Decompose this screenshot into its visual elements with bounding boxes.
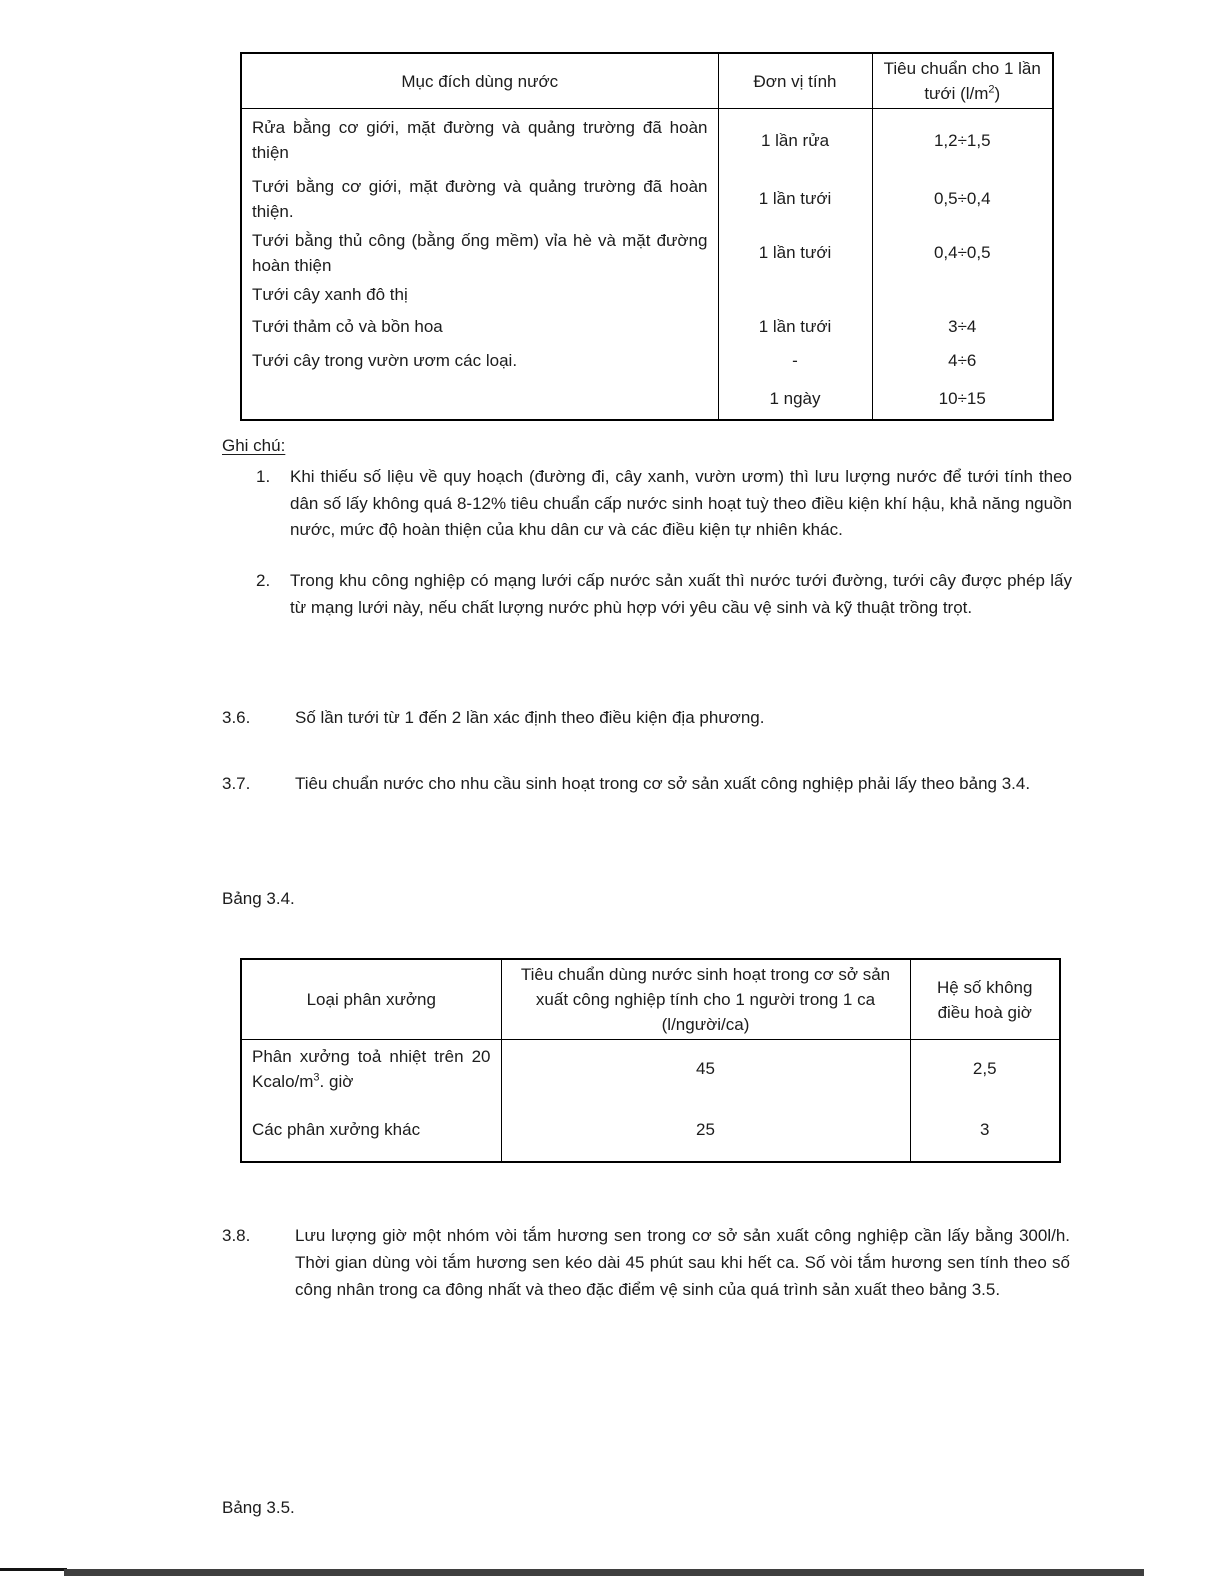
- table-row: [241, 344, 1053, 378]
- value-cell: 1,2÷1,5: [872, 109, 1053, 172]
- section-3-6: [222, 704, 1070, 731]
- page-edge-line: [0, 1568, 67, 1571]
- section-text: Lưu lượng giờ một nhóm vòi tắm hương sen trong cơ sở sản xuất công nghiệp cần lấy bằng 300l/h. Thời gian dùng vòi tắm hương sen kéo dài 45 phút sau khi hết ca. Số vòi tắm hương sen tính theo số công nhân trong ca đông nhất và theo đặc điểm vệ sinh của quá trình sản xuất theo bảng 3.5.: [295, 1226, 1070, 1299]
- note-item: [256, 568, 1072, 621]
- table-header-row: [241, 959, 1060, 1040]
- workshop-type-text: Các phân xưởng khác: [252, 1119, 421, 1139]
- purpose-cell: Tưới thảm cỏ và bồn hoa: [241, 310, 718, 344]
- purpose-cell: Tưới cây trong vườn ươm các loại.: [241, 344, 718, 378]
- note-number: 2.: [256, 571, 271, 590]
- header-unit: Đơn vị tính: [718, 53, 872, 109]
- purpose-cell: Tưới cây xanh đô thị: [241, 280, 718, 310]
- section-text: Số lần tưới từ 1 đến 2 lần xác định theo điều kiện địa phương.: [295, 708, 765, 727]
- table-row: [241, 310, 1053, 344]
- workshop-type-rest: . giờ: [319, 1071, 354, 1091]
- section-3-7: [222, 770, 1070, 797]
- table-row: [241, 378, 1053, 420]
- irrigation-standards-table: [240, 52, 1054, 421]
- note-text: Khi thiếu số liệu về quy hoạch (đường đi, cây xanh, vườn ươm) thì lưu lượng nước để tưới tính theo dân số lấy không quá 8-12% tiêu chuẩn cấp nước sinh hoạt tuỳ theo điều kiện khí hậu, khả năng nguồn nước, mức độ hoàn thiện của khu dân cư và các điều kiện tự nhiên khác.: [290, 467, 1072, 539]
- purpose-cell: Rửa bằng cơ giới, mặt đường và quảng trường đã hoàn thiện: [241, 109, 718, 172]
- header-workshop-type: Loại phân xưởng: [241, 959, 501, 1040]
- section-number: 3.8.: [222, 1226, 251, 1245]
- purpose-cell: [241, 378, 718, 420]
- header-purpose: Mục đích dùng nước: [241, 53, 718, 109]
- page-edge-bar: [64, 1569, 1144, 1576]
- header-coefficient: Hệ số không điều hoà giờ: [910, 959, 1060, 1040]
- unit-cell: 1 lần tưới: [718, 172, 872, 226]
- notes-heading: Ghi chú:: [222, 436, 286, 455]
- value-cell: 10÷15: [872, 378, 1053, 420]
- note-item: [256, 464, 1072, 544]
- workshop-type-cell: [241, 1040, 501, 1098]
- value-cell: [872, 280, 1053, 310]
- unit-cell: 1 lần rửa: [718, 109, 872, 172]
- value-cell: 0,4÷0,5: [872, 226, 1053, 280]
- header-standard-text: Tiêu chuẩn cho 1 lần tưới (l/m: [883, 59, 1041, 103]
- unit-cell: [718, 280, 872, 310]
- table-3-4-label: Bảng 3.4.: [222, 889, 295, 908]
- unit-cell: 1 lần tưới: [718, 226, 872, 280]
- note-text: Trong khu công nghiệp có mạng lưới cấp nước sản xuất thì nước tưới đường, tưới cây được phép lấy từ mạng lưới này, nếu chất lượng nước phù hợp với yêu cầu vệ sinh và kỹ thuật trồng trọt.: [290, 571, 1072, 617]
- value-cell: 0,5÷0,4: [872, 172, 1053, 226]
- standard-cell: 25: [501, 1098, 910, 1162]
- table-header-row: [241, 53, 1053, 109]
- section-text: Tiêu chuẩn nước cho nhu cầu sinh hoạt trong cơ sở sản xuất công nghiệp phải lấy theo bảng 3.4.: [295, 774, 1031, 793]
- header-standard-close: ): [994, 84, 1001, 103]
- section-3-8: [222, 1222, 1070, 1303]
- table-row: [241, 172, 1053, 226]
- value-cell: 3÷4: [872, 310, 1053, 344]
- table-row: [241, 1040, 1060, 1098]
- workshop-type-cell: [241, 1098, 501, 1162]
- workshop-type-text: Phân xưởng toả nhiệt trên 20 Kcalo/m: [252, 1046, 491, 1091]
- coefficient-cell: 2,5: [910, 1040, 1060, 1098]
- unit-cell: 1 ngày: [718, 378, 872, 420]
- purpose-cell: Tưới bằng thủ công (bằng ống mềm) vỉa hè và mặt đường hoàn thiện: [241, 226, 718, 280]
- section-number: 3.6.: [222, 708, 251, 727]
- workshop-type-sup: 3: [313, 1071, 320, 1084]
- unit-cell: 1 lần tưới: [718, 310, 872, 344]
- value-cell: 4÷6: [872, 344, 1053, 378]
- note-number: 1.: [256, 467, 271, 486]
- purpose-cell: Tưới bằng cơ giới, mặt đường và quảng trường đã hoàn thiện.: [241, 172, 718, 226]
- table-row: [241, 1098, 1060, 1162]
- header-water-standard: Tiêu chuẩn dùng nước sinh hoạt trong cơ sở sản xuất công nghiệp tính cho 1 người trong 1 ca (l/người/ca): [501, 959, 910, 1040]
- header-standard: [872, 53, 1053, 109]
- table-row: [241, 226, 1053, 280]
- coefficient-cell: 3: [910, 1098, 1060, 1162]
- header-standard-sup: 2: [988, 83, 995, 96]
- section-number: 3.7.: [222, 774, 251, 793]
- table-row: [241, 109, 1053, 172]
- table-row: [241, 280, 1053, 310]
- unit-cell: -: [718, 344, 872, 378]
- standard-cell: 45: [501, 1040, 910, 1098]
- table-3-5-label: Bảng 3.5.: [222, 1498, 295, 1517]
- workshop-water-table: [240, 958, 1061, 1163]
